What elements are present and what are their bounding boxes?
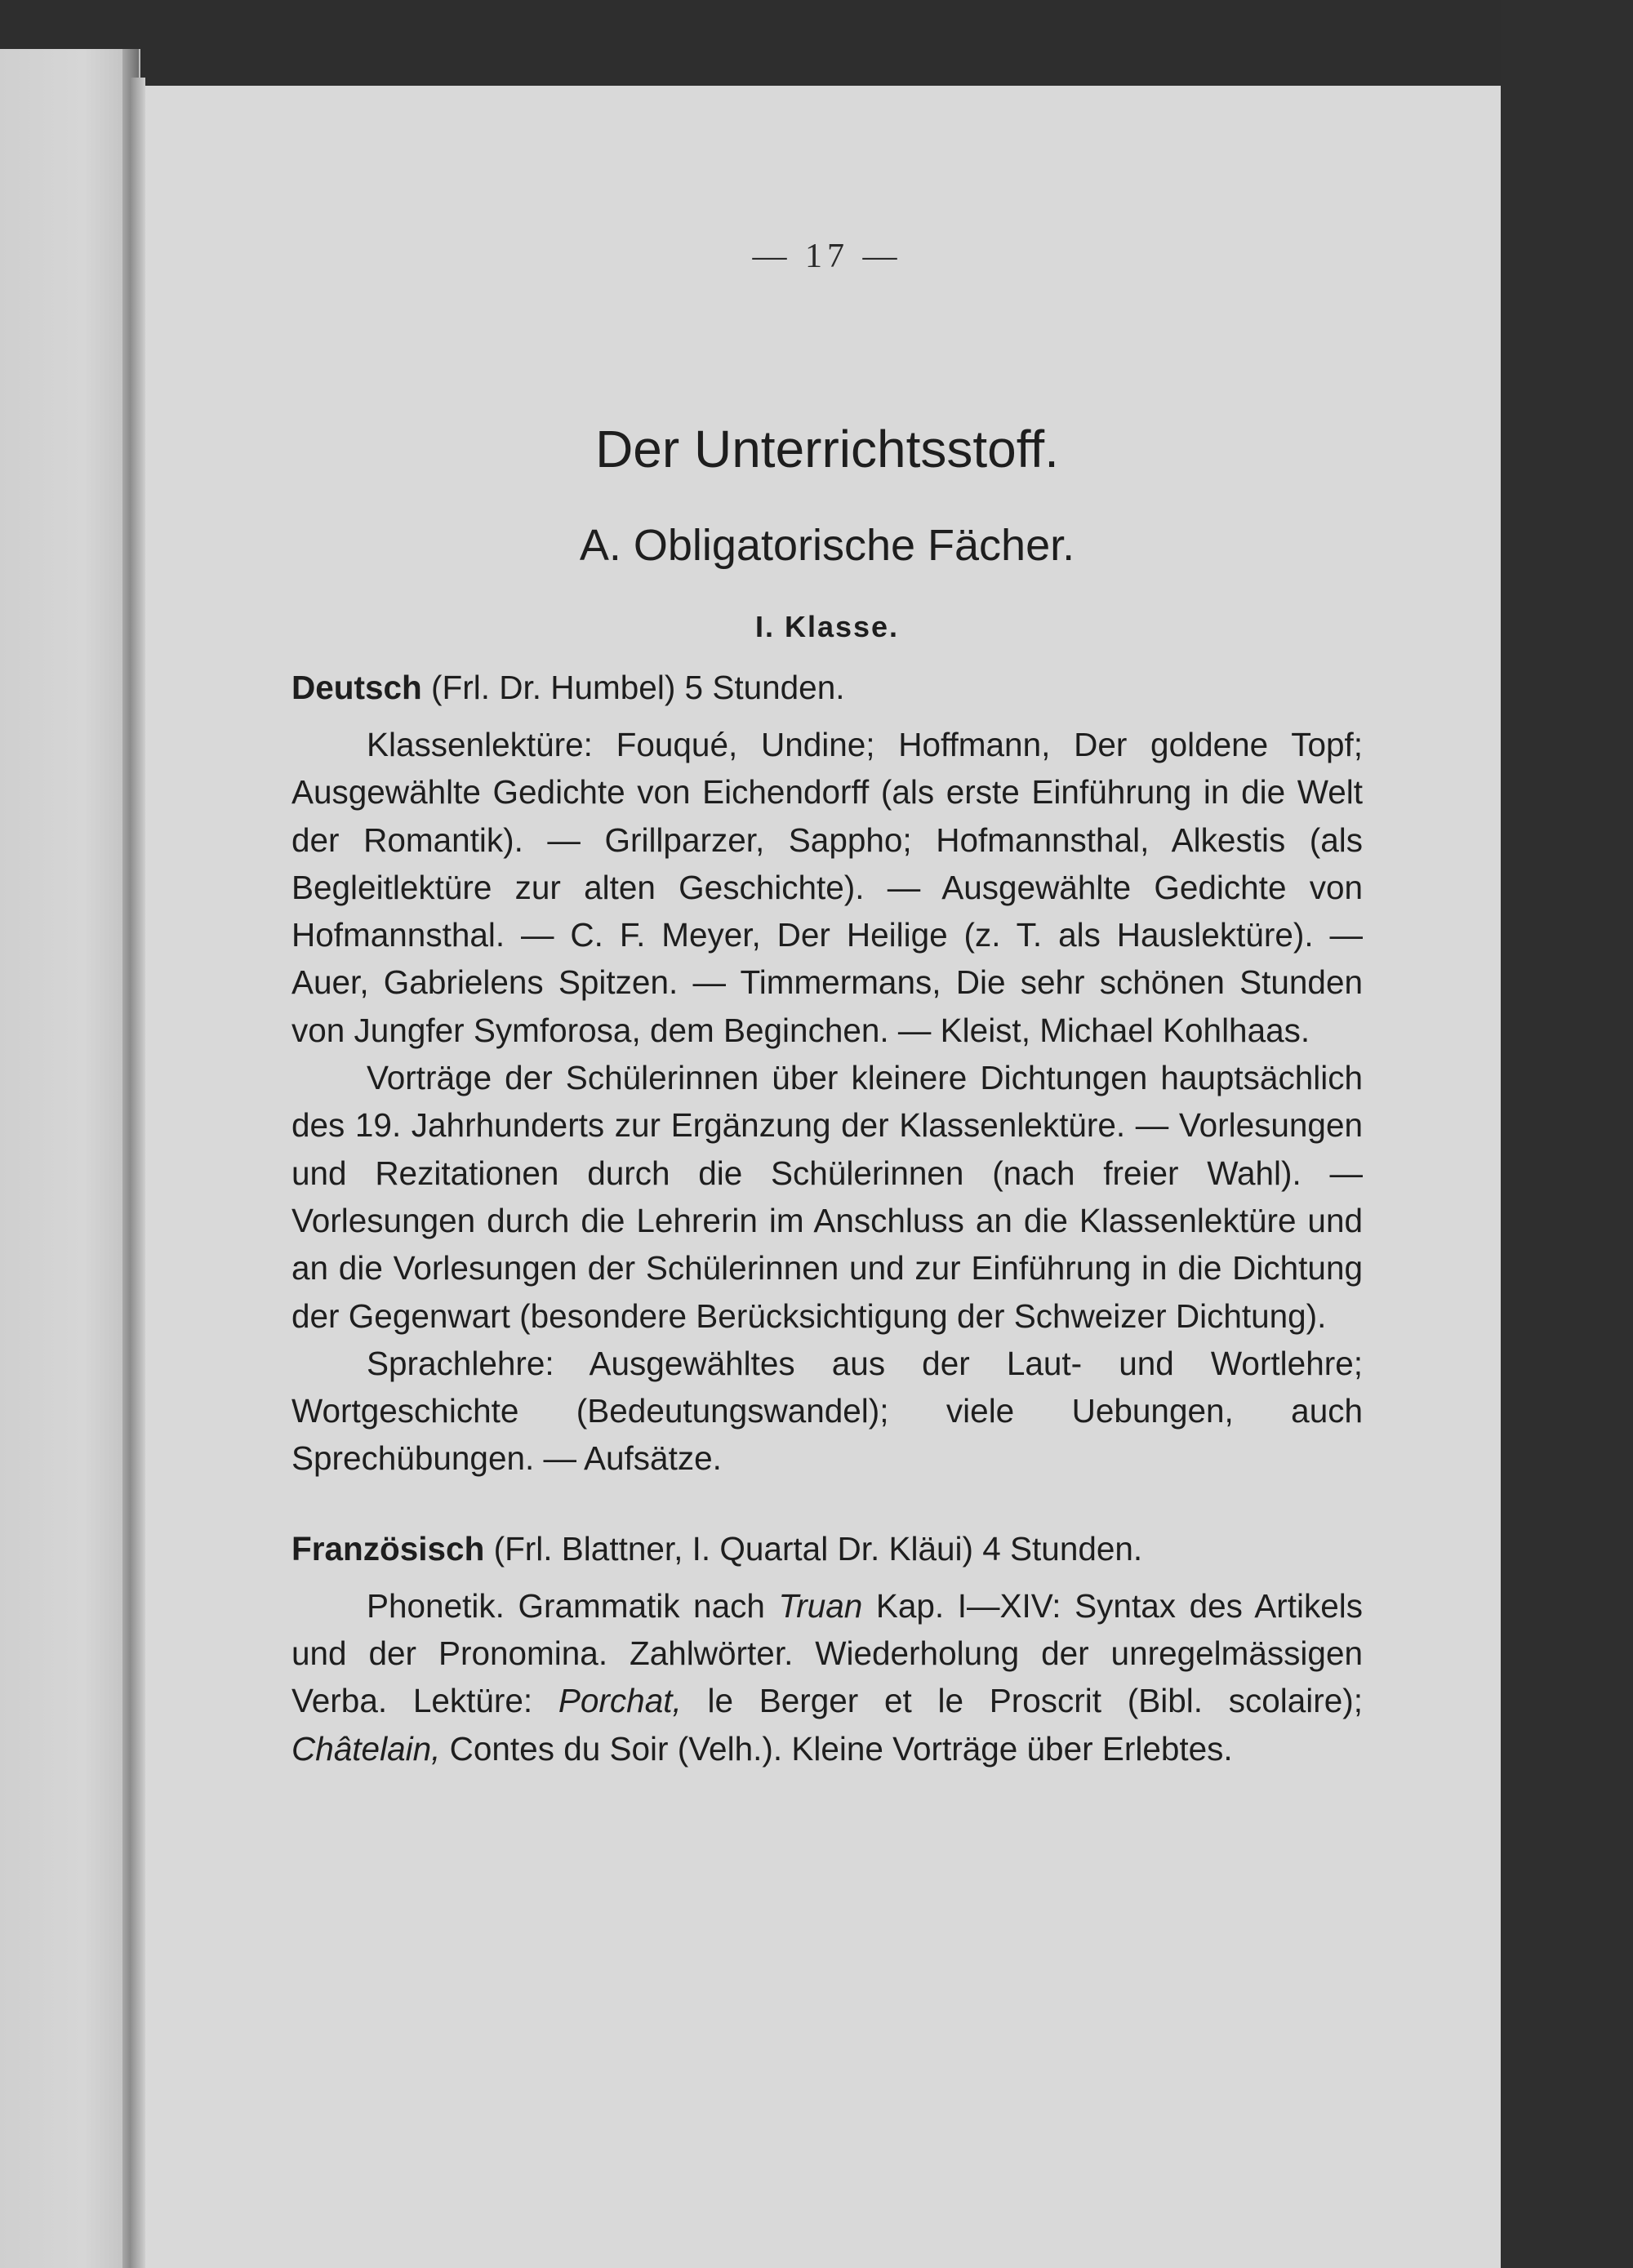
scan-background-right bbox=[1501, 0, 1633, 2268]
franzoesisch-text-3: le Berger et le Proscrit (Bibl. scolaire); bbox=[681, 1682, 1363, 1720]
subject-heading-franzoesisch bbox=[291, 1523, 1363, 1574]
page-content bbox=[291, 237, 1363, 1772]
author-chatelain: Châtelain, bbox=[291, 1729, 441, 1768]
franzoesisch-text-1: Phonetik. Grammatik nach bbox=[367, 1586, 779, 1625]
facing-page-edge bbox=[0, 49, 140, 2268]
section-spacer bbox=[291, 1483, 1363, 1523]
deutsch-paragraph-presentations: Vorträge der Schülerinnen über kleinere Dichtungen hauptsächlich des 19. Jahrhunderts zur Ergänzung der Klassenlektüre. — Vorlesungen und Rezitationen durch die Schülerinnen (nach freier Wahl). — Vorlesungen durch die Lehrerin im Anschluss an die Klassenlektüre und an die Vorlesungen der Schülerinnen und zur Einführung in die Dichtung der Gegenwart (besondere Berücksichtigung der Schweizer Dichtung). bbox=[291, 1059, 1363, 1335]
subject-details-deutsch: (Frl. Dr. Humbel) 5 Stunden. bbox=[421, 669, 845, 706]
page-edge-shadow bbox=[131, 78, 145, 2268]
page-number: — 17 — bbox=[752, 238, 902, 275]
subject-heading-deutsch bbox=[291, 662, 1363, 713]
deutsch-paragraph-reading: Klassenlektüre: Fouqué, Undine; Hoffmann, Der goldene Topf; Ausgewählte Gedichte von Eichendorff (als erste Einführung in die Welt der Romantik). — Grillparzer, Sappho; Hofmannsthal, Alkestis (als Begleitlektüre zur alten Geschichte). — Ausgewählte Gedichte von Hofmannsthal. — C. F. Meyer, Der Heilige (z. T. als Hauslektüre). — Auer, Gabrielens Spitzen. — Timmermans, Die sehr schönen Stunden von Jungfer Symforosa, dem Beginchen. — Kleist, Michael Kohlhaas. bbox=[291, 726, 1363, 1049]
franzoesisch-paragraph bbox=[291, 1582, 1363, 1772]
author-porchat: Porchat, bbox=[558, 1682, 682, 1720]
deutsch-paragraph-grammar: Sprachlehre: Ausgewähltes aus der Laut- und Wortlehre; Wortgeschichte (Bedeutungswandel); viele Uebungen, auch Sprechübungen. — Aufsätze. bbox=[291, 1344, 1363, 1478]
franzoesisch-text-4: Contes du Soir (Velh.). Kleine Vorträge über Erlebtes. bbox=[440, 1729, 1233, 1768]
subject-name-franzoesisch: Französisch bbox=[291, 1529, 485, 1568]
page-title: Der Unterrichtsstoff. bbox=[595, 420, 1059, 478]
author-truan: Truan bbox=[778, 1586, 863, 1625]
subject-details-franzoesisch: (Frl. Blattner, I. Quartal Dr. Kläui) 4 Stunden. bbox=[484, 1529, 1143, 1568]
section-subtitle: A. Obligatorische Fächer. bbox=[579, 521, 1075, 570]
class-heading: I. Klasse. bbox=[754, 610, 900, 643]
scan-background-top bbox=[0, 0, 1633, 86]
subject-name-deutsch: Deutsch bbox=[291, 669, 422, 706]
franzoesisch-text-2: Kap. I—XIV: Syntax des Artikels und der Pronomina. Zahlwörter. Wiederholung der unregelmässigen Verba. Lektüre: bbox=[291, 1586, 1363, 1720]
